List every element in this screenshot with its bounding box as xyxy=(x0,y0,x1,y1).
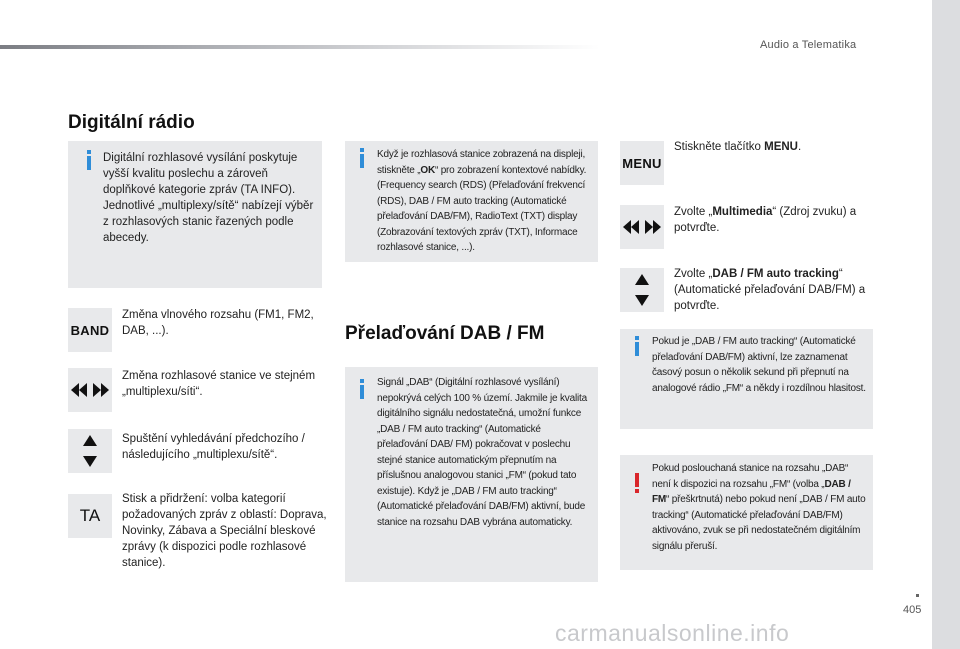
step-bold: Multimedia xyxy=(712,206,773,218)
band-key-label: BAND xyxy=(70,322,110,338)
step-text: . xyxy=(798,141,802,153)
page-number: 405 xyxy=(903,604,922,616)
step-text: Zvolte „ xyxy=(674,268,713,280)
step-bold: MENU xyxy=(764,141,798,153)
menu-button-icon xyxy=(620,141,664,185)
info-box-time-shift xyxy=(620,329,873,429)
info-icon xyxy=(87,156,91,170)
info-text: Digitální rozhlasové vysílání poskytuje vyšší kvalitu poslechu a zároveň doplňkové kategorie zpráv (TA INFO). Jednotlivé „multiplexy/sítě“ nabízejí výběr z rozhlasových stanic řazených podle abecedy. xyxy=(103,152,314,244)
watermark: carmanualsonline.info xyxy=(555,620,790,646)
ta-button-icon xyxy=(68,494,112,538)
warning-icon xyxy=(635,473,639,487)
header-rule xyxy=(0,45,600,49)
menu-key-label: MENU xyxy=(622,155,662,171)
info-text-part: “ pro zobrazení kontextové nabídky. (Frequency search (RDS) (Přelaďování frekvencí (RDS), DAB / FM auto tracking (Automatické přelaďování DAB/FM), RadioText (TXT) display (Zobrazování textových zpráv (TXT), Informace rozhlasové stanice, ...). xyxy=(377,164,587,253)
multiplex-search-description: Spuštění vyhledávání předchozího / následujícího „multiplexu/sítě“. xyxy=(122,433,305,461)
info-icon xyxy=(360,385,364,399)
band-description: Změna vlnového rozsahu (FM1, FM2, DAB, ...). xyxy=(122,309,314,337)
warning-text-part: “ přeškrtnutá) nebo pokud není „DAB / FM auto tracking“ (Automatické přelaďování DAB/FM) aktivováno, zvuk se při nedostatečném digitálním signálu přeruší. xyxy=(652,494,866,552)
warning-text xyxy=(652,461,867,554)
ta-description: Stisk a přidržení: volba kategorií požadovaných zpráv z oblastí: Doprava, Novinky, Zábava a Speciální bleskové zprávy (k dispozici podle rozhlasové stanice). xyxy=(122,493,327,569)
page-edge-band xyxy=(932,0,960,649)
page-dot xyxy=(916,594,919,597)
step-text: Stiskněte tlačítko xyxy=(674,141,765,153)
step-text: “ (Zdroj zvuku) a potvrďte. xyxy=(674,206,857,234)
band-button-icon xyxy=(68,308,112,352)
multimedia-step xyxy=(674,204,874,236)
menu-step xyxy=(674,139,874,155)
info-text: Pokud je „DAB / FM auto tracking“ (Automatické přelaďování DAB/FM) aktivní, lze zaznamenat časový posun o několik sekund při přepnutí na analogové rádio „FM“ a někdy i rozdílnou hlasitost. xyxy=(652,336,866,394)
step-bold: DAB / FM auto tracking xyxy=(712,268,839,280)
up-down-arrows-icon xyxy=(81,433,99,469)
seek-arrows-icon xyxy=(68,368,112,412)
ok-key-label: OK xyxy=(420,164,435,176)
warning-text-part: Pokud poslouchaná stanice na rozsahu „DAB“ není k dispozici na rozsahu „FM“ (volba „ xyxy=(652,463,849,490)
page-title: Digitální rádio xyxy=(68,112,195,133)
info-box-dab-coverage xyxy=(345,367,598,582)
ta-key-label: TA xyxy=(79,506,101,525)
multimedia-arrows-key xyxy=(620,205,664,249)
auto-tracking-step xyxy=(674,266,874,314)
seek-description: Změna rozhlasové stanice ve stejném „multiplexu/síti“. xyxy=(122,370,316,398)
step-text: Zvolte „ xyxy=(674,206,713,218)
info-text-part: Když je rozhlasová stanice zobrazená na displeji, stiskněte „ xyxy=(377,149,586,176)
auto-tracking-arrows-key xyxy=(620,268,664,312)
step-text: “ (Automatické přelaďování DAB/FM) a potvrďte. xyxy=(674,268,866,312)
info-box-digital-radio xyxy=(68,141,322,288)
info-icon xyxy=(360,154,364,168)
info-box-ok-menu xyxy=(345,141,598,262)
info-icon xyxy=(635,342,639,356)
section-header: Audio a Telematika xyxy=(760,39,857,51)
warning-box-signal-loss xyxy=(620,455,873,570)
left-right-arrows-icon xyxy=(622,219,662,235)
left-right-arrows-icon xyxy=(70,382,110,398)
section-title: Přelaďování DAB / FM xyxy=(345,323,545,344)
up-down-arrows-key xyxy=(68,429,112,473)
up-down-arrows-icon xyxy=(633,272,651,308)
info-text xyxy=(377,147,592,256)
dab-fm-key-label: DAB / FM xyxy=(652,478,851,505)
info-text: Signál „DAB“ (Digitální rozhlasové vysílání) nepokrývá celých 100 % území. Jakmile je kvalita digitálního signálu nedostatečná, umožní funkce „DAB / FM auto tracking“ (Automatické přelaďování DAB/ FM) pokračovat v poslechu stejné stanice automatickým přepnutím na příslušnou analogovou stanici „FM“ (pokud tato existuje). Když je „DAB / FM auto tracking“ (Automatické přelaďování DAB/FM) aktivní, bude stanice na rozsahu DAB vybrána automaticky. xyxy=(377,377,587,528)
